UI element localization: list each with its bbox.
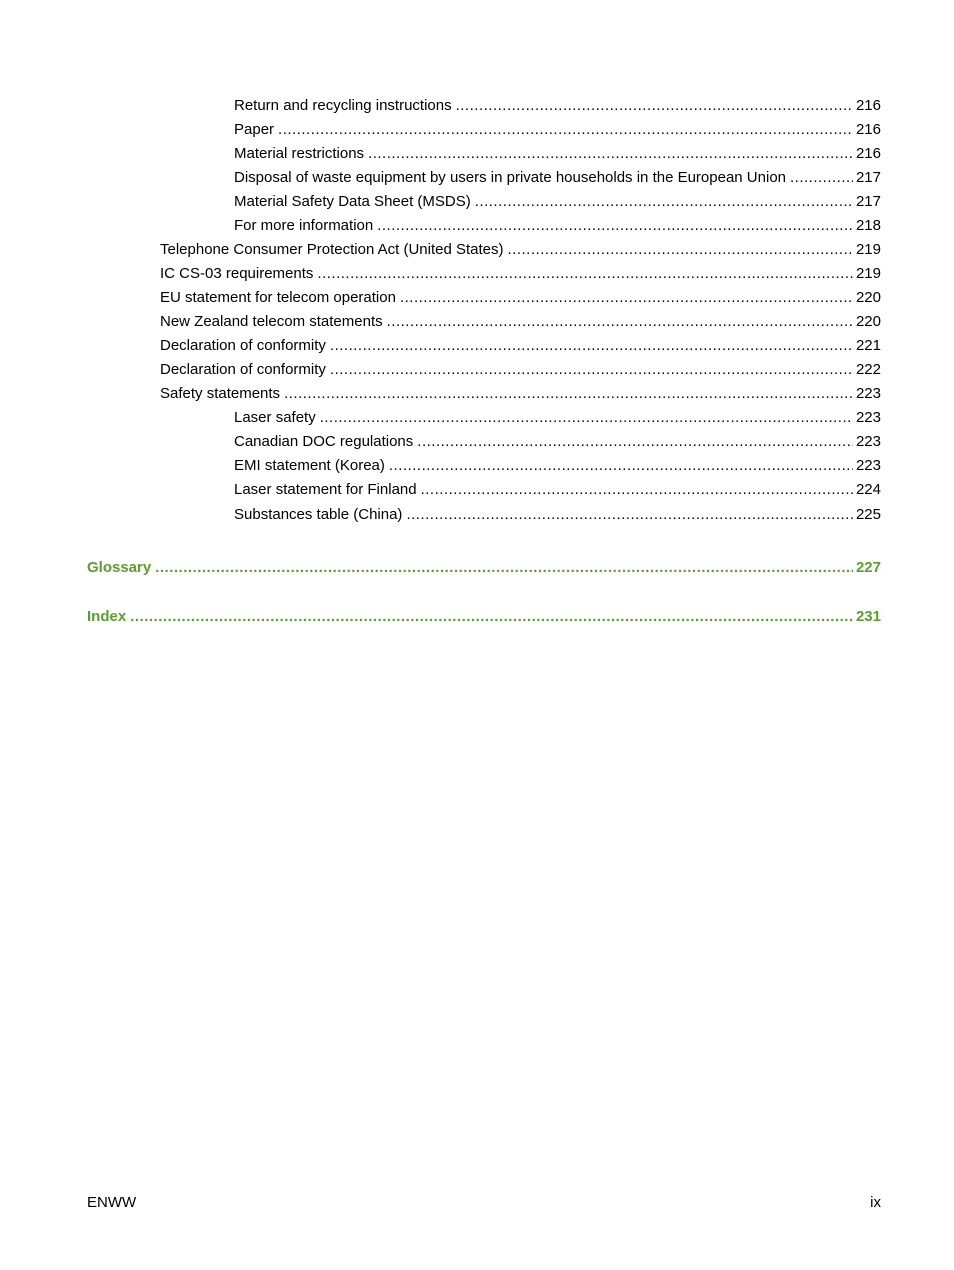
toc-entry-laser-finland[interactable] <box>234 481 881 499</box>
toc-entry-new-zealand[interactable] <box>160 313 881 331</box>
toc-entry-page: 224 <box>855 481 881 498</box>
toc-leader-dots <box>417 433 853 451</box>
toc-entry-page: 220 <box>855 289 881 306</box>
toc-leader-dots <box>406 506 853 524</box>
toc-chapter-glossary[interactable] <box>87 559 881 577</box>
toc-entry-page: 220 <box>855 313 881 330</box>
toc-entry-title: Paper <box>234 121 275 138</box>
toc-entry-laser-safety[interactable] <box>234 409 881 427</box>
toc-leader-dots <box>508 241 853 259</box>
toc-entry-title: Material restrictions <box>234 145 365 162</box>
toc-entry-page: 223 <box>855 385 881 402</box>
toc-entry-more-information[interactable] <box>234 217 881 235</box>
toc-entry-page: 219 <box>855 265 881 282</box>
toc-entry-page: 216 <box>855 97 881 114</box>
toc-entry-title: For more information <box>234 217 374 234</box>
toc-entry-title: Glossary <box>87 559 152 576</box>
toc-entry-declaration-1[interactable] <box>160 337 881 355</box>
toc-entry-page: 223 <box>855 409 881 426</box>
toc-entry-material-restrictions[interactable] <box>234 145 881 163</box>
toc-entry-page: 225 <box>855 506 881 523</box>
toc-entry-page: 219 <box>855 241 881 258</box>
toc-entry-page: 216 <box>855 121 881 138</box>
toc-entry-declaration-2[interactable] <box>160 361 881 379</box>
toc-leader-dots <box>475 193 853 211</box>
toc-entry-page: 222 <box>855 361 881 378</box>
toc-entry-page: 217 <box>855 169 881 186</box>
toc-leader-dots <box>130 608 853 626</box>
toc-entry-title: Declaration of conformity <box>160 361 326 378</box>
toc-entry-title: EMI statement (Korea) <box>234 457 385 474</box>
toc-entry-title: Canadian DOC regulations <box>234 433 414 450</box>
toc-entry-canadian-doc[interactable] <box>234 433 881 451</box>
toc-entry-telephone-consumer[interactable] <box>160 241 881 259</box>
toc-entry-title: Telephone Consumer Protection Act (United States) <box>160 241 504 258</box>
toc-entry-page: 231 <box>855 608 881 625</box>
toc-entry-title: Laser safety <box>234 409 316 426</box>
toc-entry-page: 221 <box>855 337 881 354</box>
toc-entry-page: 217 <box>855 193 881 210</box>
toc-entry-title: Material Safety Data Sheet (MSDS) <box>234 193 471 210</box>
toc-entry-title: Disposal of waste equipment by users in private households in the European Union <box>234 169 786 186</box>
toc-entry-ic-cs03[interactable] <box>160 265 881 283</box>
toc-entry-page: 216 <box>855 145 881 162</box>
toc-leader-dots <box>389 457 853 475</box>
toc-leader-dots <box>377 217 853 235</box>
toc-entry-substances-china[interactable] <box>234 506 881 524</box>
footer-page-number: ix <box>870 1194 881 1211</box>
toc-entry-disposal-waste[interactable] <box>234 169 881 187</box>
toc-entry-title: Laser statement for Finland <box>234 481 417 498</box>
toc-entry-paper[interactable] <box>234 121 881 139</box>
toc-entry-page: 227 <box>855 559 881 576</box>
toc-entry-safety-statements[interactable] <box>160 385 881 403</box>
toc-leader-dots <box>320 409 853 427</box>
toc-entry-title: IC CS-03 requirements <box>160 265 314 282</box>
toc-leader-dots <box>368 145 853 163</box>
toc-entry-page: 223 <box>855 433 881 450</box>
toc-entry-title: Return and recycling instructions <box>234 97 452 114</box>
toc-entry-page: 223 <box>855 457 881 474</box>
toc-leader-dots <box>330 361 853 379</box>
toc-chapter-index[interactable] <box>87 608 881 626</box>
toc-leader-dots <box>278 121 853 139</box>
toc-entry-msds[interactable] <box>234 193 881 211</box>
toc-entry-title: Substances table (China) <box>234 506 403 523</box>
toc-leader-dots <box>387 313 853 331</box>
toc-entry-title: Declaration of conformity <box>160 337 326 354</box>
toc-leader-dots <box>330 337 853 355</box>
toc-entry-emi-korea[interactable] <box>234 457 881 475</box>
toc-entry-title: New Zealand telecom statements <box>160 313 383 330</box>
toc-entry-return-recycling[interactable] <box>234 97 881 115</box>
footer-edition-code: ENWW <box>87 1194 137 1211</box>
toc-leader-dots <box>421 481 853 499</box>
toc-entry-title: Index <box>87 608 127 625</box>
toc-leader-dots <box>155 559 853 577</box>
toc-leader-dots <box>790 169 853 187</box>
toc-leader-dots <box>400 289 853 307</box>
toc-entry-page: 218 <box>855 217 881 234</box>
toc-entry-title: EU statement for telecom operation <box>160 289 396 306</box>
toc-entry-eu-telecom[interactable] <box>160 289 881 307</box>
toc-leader-dots <box>317 265 853 283</box>
toc-leader-dots <box>456 97 853 115</box>
toc-leader-dots <box>284 385 853 403</box>
toc-entry-title: Safety statements <box>160 385 281 402</box>
